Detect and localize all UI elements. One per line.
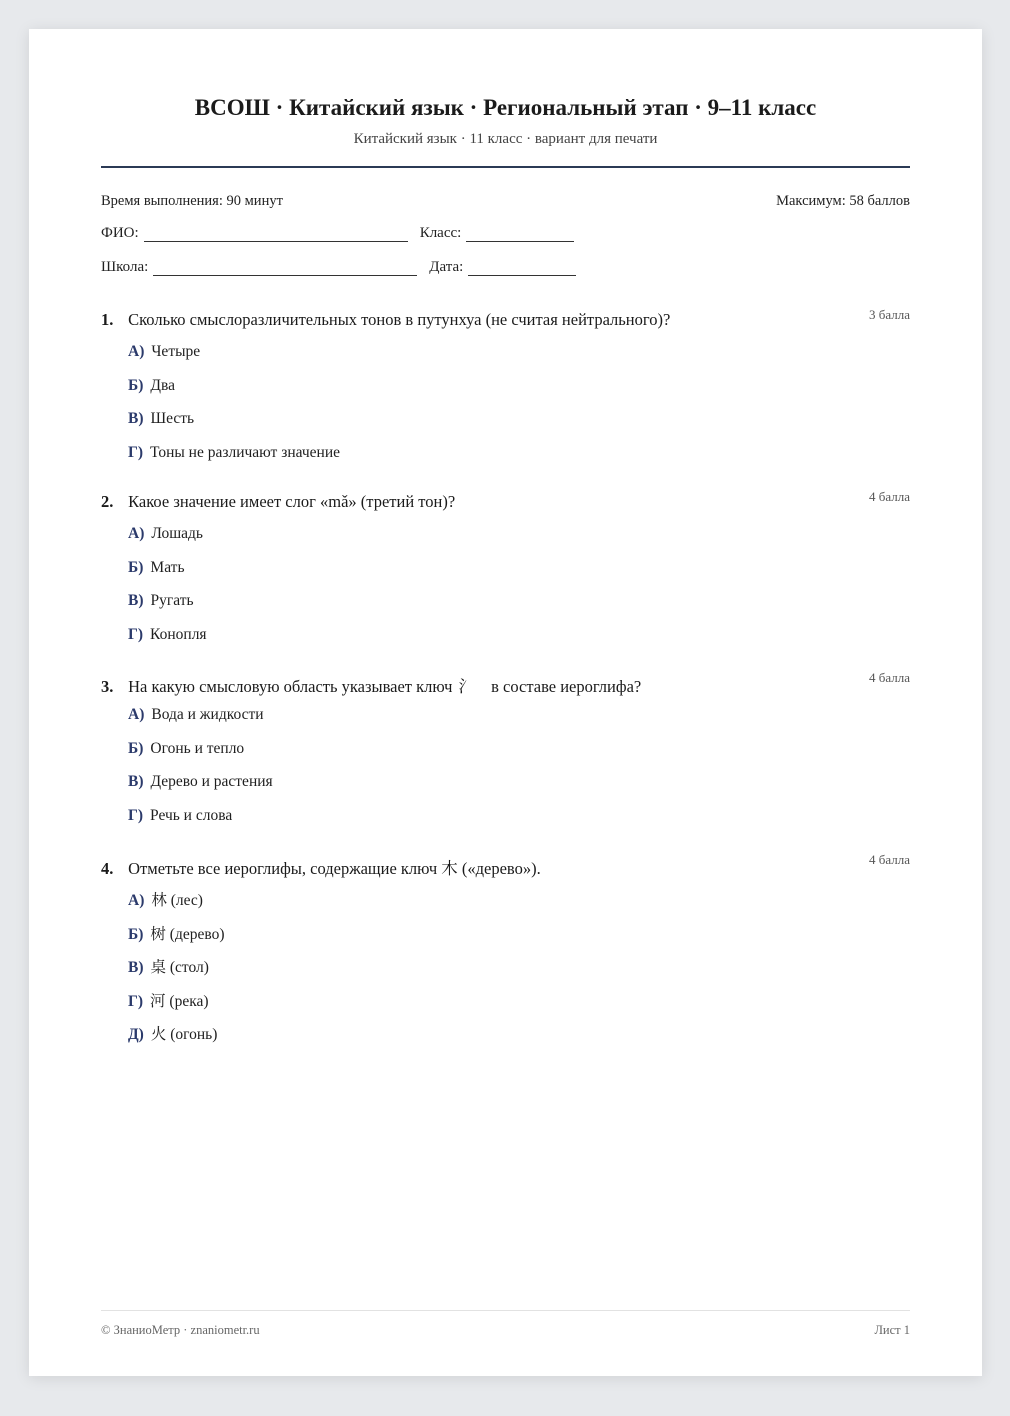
- exam-sheet: [29, 29, 982, 1376]
- name-field[interactable]: [144, 227, 408, 242]
- question-text: Какое значение имеет слог «mǎ» (третий тон)?: [128, 492, 456, 511]
- option-letter: А): [128, 706, 145, 723]
- option-text: Шесть: [150, 410, 195, 428]
- option-text: 桌 (стол): [150, 959, 209, 977]
- options-list: [101, 525, 910, 659]
- option-text: 树 (дерево): [150, 925, 225, 943]
- question-text-after: в составе иероглифа?: [491, 677, 642, 696]
- school-field[interactable]: [153, 261, 417, 276]
- question-2: [101, 489, 910, 659]
- max-score: Максимум: 58 баллов: [776, 193, 910, 209]
- option-letter: Г): [128, 443, 144, 461]
- question-text: Отметьте все иероглифы, содержащие ключ 木 («дерево»).: [128, 859, 541, 878]
- question-points: 4 балла: [869, 489, 910, 504]
- question-header: [101, 489, 910, 514]
- option-text: Два: [150, 376, 175, 394]
- option-letter: В): [128, 592, 144, 610]
- water-radical-glyph: 氵: [458, 677, 475, 696]
- class-field[interactable]: [466, 227, 574, 242]
- option-text: Лошадь: [151, 525, 204, 542]
- option-letter: Д): [128, 1026, 144, 1044]
- school-label: Школа:: [101, 259, 149, 275]
- option-text: Речь и слова: [150, 806, 233, 824]
- option-letter: Б): [128, 376, 144, 394]
- option-text: 林 (лес): [151, 892, 203, 909]
- option-v[interactable]: [101, 773, 910, 807]
- question-4: [101, 852, 910, 1056]
- sheet-content: [101, 29, 910, 1376]
- name-label: ФИО:: [101, 225, 139, 241]
- question-3: [101, 670, 910, 840]
- question-points: 3 балла: [869, 307, 910, 322]
- page-subtitle: Китайский язык · 11 класс · вариант для печати: [353, 131, 658, 147]
- option-a[interactable]: [101, 343, 910, 377]
- page-number: Лист 1: [874, 1323, 910, 1337]
- question-points: 4 балла: [869, 670, 910, 685]
- option-d[interactable]: [101, 1022, 910, 1056]
- option-letter: В): [128, 410, 144, 428]
- time-limit: Время выполнения: 90 минут: [101, 193, 283, 209]
- option-b[interactable]: [101, 740, 910, 774]
- option-letter: В): [128, 959, 144, 977]
- option-text: Вода и жидкости: [151, 706, 264, 723]
- option-letter: Б): [128, 925, 144, 943]
- options-list: [101, 888, 910, 1056]
- option-text: 河 (река): [150, 992, 209, 1010]
- option-a[interactable]: [101, 888, 910, 922]
- date-field[interactable]: [468, 261, 576, 276]
- option-g[interactable]: [101, 989, 910, 1023]
- option-letter: Г): [128, 992, 144, 1010]
- option-text: Ругать: [150, 592, 194, 610]
- option-b[interactable]: [101, 559, 910, 593]
- header-divider: [101, 166, 910, 168]
- options-list: [101, 706, 910, 840]
- options-list: [101, 343, 910, 477]
- option-letter: А): [128, 343, 145, 360]
- option-letter: В): [128, 773, 144, 791]
- date-label: Дата:: [429, 259, 464, 275]
- option-text: 火 (огонь): [150, 1026, 218, 1044]
- option-letter: Г): [128, 806, 144, 824]
- option-b[interactable]: [101, 922, 910, 956]
- option-letter: Б): [128, 558, 144, 576]
- page-title: ВСОШ · Китайский язык · Региональный этап · 9–11 класс: [194, 95, 817, 120]
- question-1: [101, 307, 910, 477]
- meta-row: [101, 193, 910, 210]
- option-v[interactable]: [101, 410, 910, 444]
- name-class-row: [101, 225, 586, 242]
- school-date-row: [101, 259, 588, 276]
- option-text: Четыре: [151, 343, 201, 360]
- option-g[interactable]: [101, 626, 910, 660]
- footer-copyright: © ЗнаниоМетр · znaniometr.ru: [101, 1323, 260, 1337]
- question-number: 1.: [101, 310, 114, 329]
- option-text: Дерево и растения: [150, 773, 273, 791]
- class-label: Класс:: [419, 225, 462, 241]
- option-g[interactable]: [101, 444, 910, 478]
- option-letter: А): [128, 892, 145, 909]
- question-number: 3.: [101, 677, 114, 696]
- option-text: Огонь и тепло: [150, 739, 245, 757]
- question-number: 2.: [101, 492, 114, 511]
- option-v[interactable]: [101, 955, 910, 989]
- option-g[interactable]: [101, 807, 910, 841]
- footer-divider: [101, 1310, 910, 1311]
- question-number: 4.: [101, 859, 114, 878]
- page-footer: [101, 1323, 910, 1338]
- question-text-before: На какую смысловую область указывает ключ: [128, 677, 453, 696]
- option-a[interactable]: [101, 525, 910, 559]
- question-points: 4 балла: [869, 852, 910, 867]
- question-header: [101, 307, 910, 332]
- option-text: Мать: [150, 558, 185, 576]
- option-text: Тоны не различают значение: [150, 443, 341, 461]
- option-a[interactable]: [101, 706, 910, 740]
- option-letter: Б): [128, 739, 144, 757]
- question-header: [101, 852, 910, 878]
- option-b[interactable]: [101, 377, 910, 411]
- option-letter: Г): [128, 625, 144, 643]
- question-header: [101, 670, 910, 696]
- question-text: Сколько смыслоразличительных тонов в путунхуа (не считая нейтрального)?: [128, 310, 671, 329]
- option-letter: А): [128, 525, 145, 542]
- option-v[interactable]: [101, 592, 910, 626]
- option-text: Конопля: [150, 625, 207, 643]
